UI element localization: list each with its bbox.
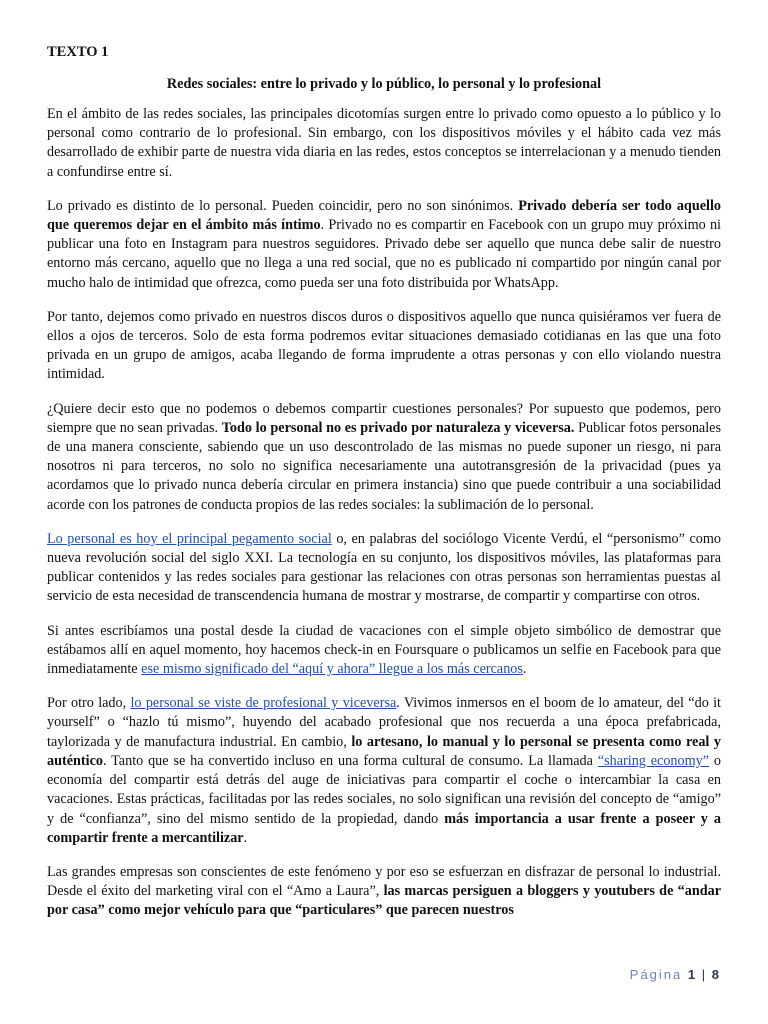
page-separator: | xyxy=(701,967,707,982)
link-personal-profesional[interactable]: lo personal se viste de profesional y viceversa xyxy=(130,695,397,712)
page-footer xyxy=(630,967,720,982)
paragraph-text: Las grandes empresas son conscientes de este fenómeno y por eso se esfuerzan en disfrazar de personal lo industrial. Desde el éxito del marketing viral con el “Amo a Laura”, xyxy=(47,863,721,900)
page-total: 8 xyxy=(711,967,720,982)
bold-text: lo artesano, lo manual y lo personal se presenta como real y auténtico xyxy=(47,733,721,769)
paragraph-text: Lo privado es distinto de lo personal. Pueden coincidir, pero no son sinónimos. xyxy=(47,197,519,214)
document-title: Redes sociales: entre lo privado y lo público, lo personal y lo profesional xyxy=(166,76,602,92)
paragraph-text: . Tanto que se ha convertido incluso en una forma cultural de consumo. La llamada xyxy=(102,752,598,769)
paragraph-text: . xyxy=(243,829,248,846)
paragraph-6 xyxy=(47,622,721,680)
paragraph-3 xyxy=(47,308,721,385)
text-label: TEXTO 1 xyxy=(47,44,109,60)
bold-text: las marcas persiguen a bloggers y youtubers de “andar por casa” como mejor vehículo para que “particulares” que parecen nuestros xyxy=(47,883,721,919)
page-number: 1 xyxy=(687,967,697,982)
paragraph-7 xyxy=(47,694,721,848)
link-pegamento-social[interactable]: Lo personal es hoy el principal pegamento social xyxy=(47,530,332,547)
page-word: Página xyxy=(629,967,683,982)
paragraph-text: ¿Quiere decir esto que no podemos o debemos compartir cuestiones personales? Por supuesto que podemos, pero siempre que no sean privadas. xyxy=(47,400,721,436)
paragraph-5 xyxy=(47,530,721,607)
paragraph-2 xyxy=(47,197,721,293)
paragraph-text: Publicar fotos personales de una manera consciente, sabiendo que un uso descontrolado de las mismas no puede suponer un riesgo, ni para nosotros ni para terceros, no solo no significa necesariamente una autotransgresión de la privacidad (pues ya acordamos que lo privado nunca debería circular en primera instancia) sino que puede contribuir a una sociabilidad acorde con los patrones de conducta propios de las redes sociales: la sublimación de lo personal. xyxy=(47,419,721,513)
paragraph-4 xyxy=(47,400,721,515)
paragraph-text: Por tanto, dejemos como privado en nuestros discos duros o dispositivos aquello que nunca quisiéramos ver fuera de ellos a ojos de terceros. Solo de esta forma podremos evitar situaciones demasiado cotidianas en las que una foto privada en un grupo de amigos, acaba llegando de forma imprudente a otras personas y con ello violando nuestra intimidad. xyxy=(47,308,721,383)
paragraph-text: En el ámbito de las redes sociales, las principales dicotomías surgen entre lo privado como opuesto a lo público y lo personal como contrario de lo profesional. Sin embargo, con los dispositivos móviles y el hábito cada vez más desarrollado de exhibir parte de nuestra vida diaria en las redes, estos conceptos se interrelacionan y a menudo tienden a confundirse entre sí. xyxy=(47,106,721,180)
paragraph-8 xyxy=(47,863,721,921)
document-body xyxy=(47,105,721,936)
paragraph-text: . xyxy=(522,661,527,678)
bold-text: más importancia a usar frente a poseer y a compartir frente a mercantilizar xyxy=(47,810,721,846)
paragraph-text: o economía del compartir está detrás del auge de iniciativas para compartir el coche o intercambiar la casa en vacaciones. Estas prácticas, facilitadas por las redes sociales, no solo significan una revisión del concepto de “amigo” y de “confianza”, sino del mismo sentido de la propiedad, dando xyxy=(47,752,722,827)
paragraph-1 xyxy=(47,105,721,182)
paragraph-text: o, en palabras del sociólogo Vicente Verdú, el “personismo” como nueva revolución social del siglo XXI. La tecnología en su conjunto, los dispositivos móviles, las plataformas para publicar contenidos y las redes sociales para gestionar las relaciones con otras personas son herramientas puestas al servicio de esta necesidad de transcendencia humana de mostrar y mostrarse, de compartir y compartirse con otros. xyxy=(47,530,721,605)
link-aqui-y-ahora[interactable]: ese mismo significado del “aquí y ahora” llegue a los más cercanos xyxy=(141,661,523,678)
link-sharing-economy[interactable]: “sharing economy” xyxy=(597,752,710,769)
bold-text: Privado debería ser todo aquello que queremos dejar en el ámbito más íntimo xyxy=(47,197,721,234)
paragraph-text: . Privado no es compartir en Facebook con un grupo muy próximo ni publicar una foto en Instagram para nuestros seguidores. Privado debe ser aquello que nunca debe salir de nuestro entorno más cercano, aquello que no llega a una red social, que no es publicado ni compartido por ningún canal por mucho halo de intimidad que ofrezca, como pueda ser una foto distribuida por WhatsApp. xyxy=(47,217,721,291)
paragraph-text: Si antes escribíamos una postal desde la ciudad de vacaciones con el simple objeto simbólico de demostrar que estábamos allí en aquel momento, hoy hacemos check-in en Foursquare o publicamos un selfie en Facebook para que inmediatamente xyxy=(47,622,721,678)
bold-text: Todo lo personal no es privado por naturaleza y viceversa. xyxy=(221,419,575,436)
paragraph-text: Por otro lado, xyxy=(47,695,131,712)
paragraph-text: . Vivimos inmersos en el boom de lo amateur, del “do it yourself” o “hazlo tú mismo”, huyendo del acabado profesional que nos recuerda a una época prefabricada, taylorizada y de manufactura industrial. En cambio, xyxy=(47,695,721,750)
